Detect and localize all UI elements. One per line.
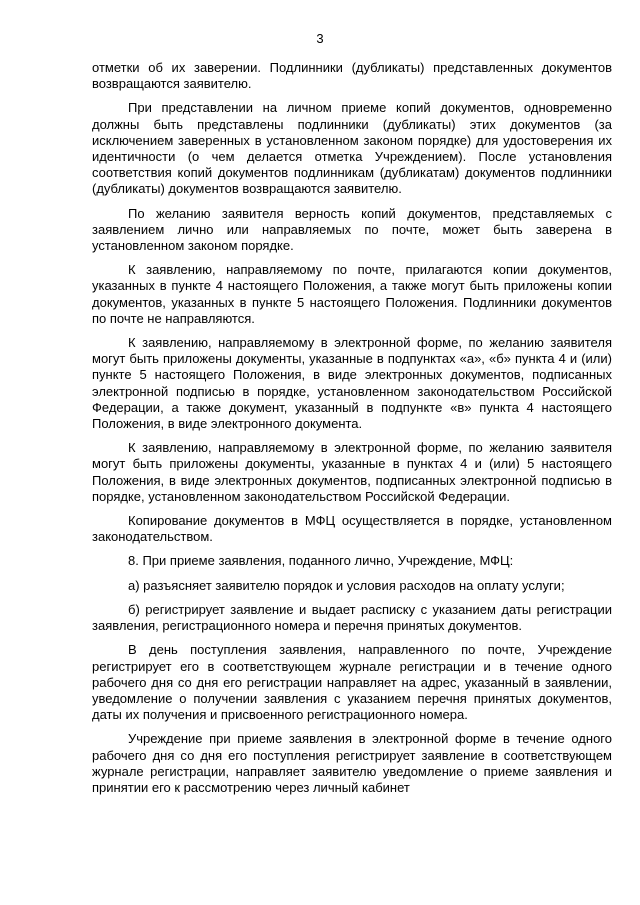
paragraph-2: При представлении на личном приеме копий документов, одновременно должны быть представлены подлинники (дубликаты) этих документов (за исключением заверенных в установленном законом порядке) для удостоверения их идентичности (о чем делается отметка Учреждением). После установления соответствия копий документов подлинникам (дубликатам) документов подлинники (дубликаты) документов возвращаются заявителю. xyxy=(92,100,612,197)
paragraph-5: К заявлению, направляемому в электронной форме, по желанию заявителя могут быть приложены документы, указанные в подпунктах «а», «б» пункта 4 и (или) пункте 5 настоящего Положения, в виде электронных документов, подписанных электронной подписью в порядке, установленном законодательством Российской Федерации, а также документ, указанный в подпункте «в» пункта 4 настоящего Положения, в виде электронного документа. xyxy=(92,335,612,432)
paragraph-7: Копирование документов в МФЦ осуществляется в порядке, установленном законодательством. xyxy=(92,513,612,545)
paragraph-11: В день поступления заявления, направленного по почте, Учреждение регистрирует его в соответствующем журнале регистрации и в течение одного рабочего дня со дня его регистрации направляет на адрес, указанный в заявлении, уведомление о получении заявления с указанием перечня принятых документов, даты их получения и присвоенного регистрационного номера. xyxy=(92,642,612,723)
paragraph-1: отметки об их заверении. Подлинники (дубликаты) представленных документов возвращаются заявителю. xyxy=(92,60,612,92)
paragraph-8: 8. При приеме заявления, поданного лично, Учреждение, МФЦ: xyxy=(128,553,514,569)
paragraph-12: Учреждение при приеме заявления в электронной форме в течение одного рабочего дня со дня его поступления регистрирует заявление в соответствующем журнале регистрации, направляет заявителю уведомление о приеме заявления и принятии его к рассмотрению через личный кабинет xyxy=(92,731,612,795)
page-number: 3 xyxy=(316,31,324,46)
paragraph-4: К заявлению, направляемому по почте, прилагаются копии документов, указанных в пункте 4 настоящего Положения, а также могут быть приложены копии документов, указанных в пункте 5 настоящего Положения. Подлинники документов по почте не направляются. xyxy=(92,262,612,326)
paragraph-10: б) регистрирует заявление и выдает расписку с указанием даты регистрации заявления, регистрационного номера и перечня принятых документов. xyxy=(92,601,612,634)
paragraph-9: а) разъясняет заявителю порядок и условия расходов на оплату услуги; xyxy=(128,577,565,593)
paragraph-3: По желанию заявителя верность копий документов, представляемых с заявлением лично или направляемых по почте, может быть заверена в установленном законом порядке. xyxy=(92,205,612,254)
paragraph-6: К заявлению, направляемому в электронной форме, по желанию заявителя могут быть приложены документы, указанные в пунктах 4 и (или) 5 настоящего Положения, в виде электронных документов, подписанных электронной подписью в порядке, установленном законодательством Российской Федерации. xyxy=(92,440,612,504)
document-body xyxy=(92,60,612,796)
